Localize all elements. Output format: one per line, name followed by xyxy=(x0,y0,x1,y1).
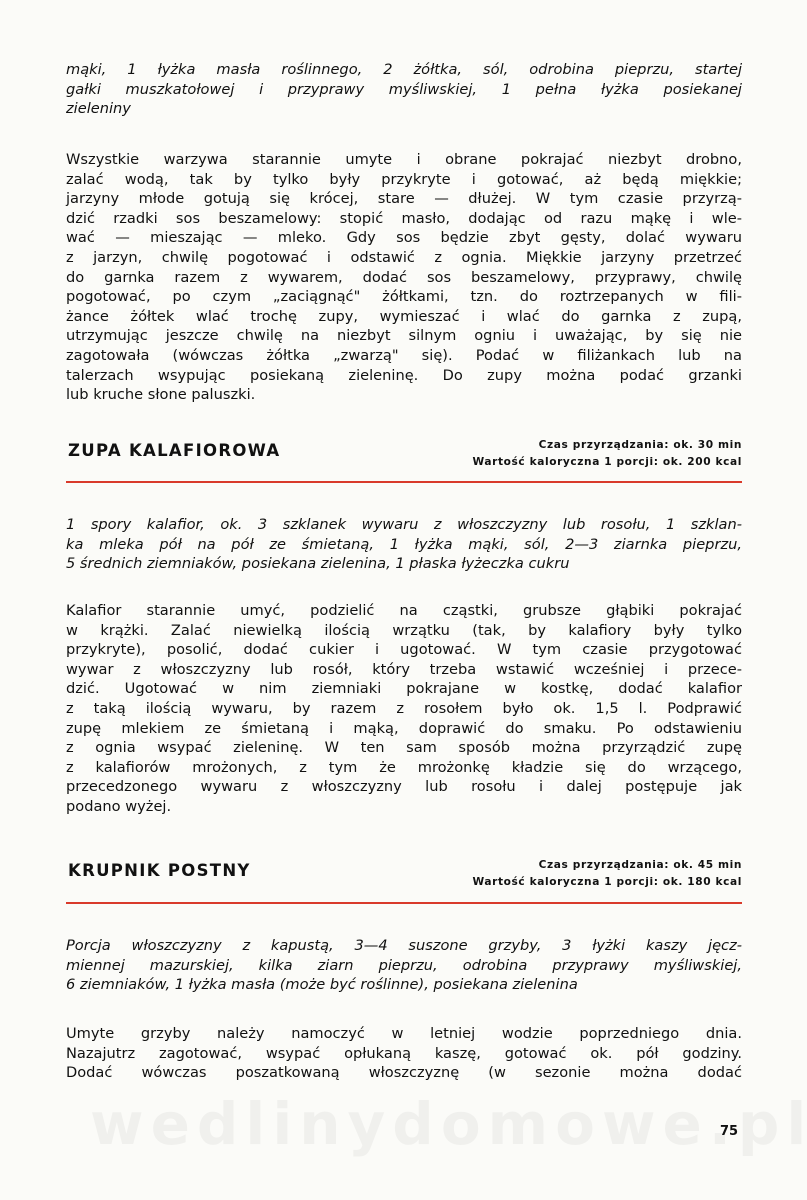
calories: Wartość kaloryczna 1 porcji: ok. 180 kcal xyxy=(472,876,742,888)
text-line: zalać wodą, tak by tylko były przykryte i gotować, aż będą miękkie; xyxy=(66,170,742,188)
text-line: przykryte), posolić, dodać cukier i ugotować. W tym czasie przygotować xyxy=(66,641,742,659)
red-divider xyxy=(66,481,742,483)
text-line: mąki, 1 łyżka masła roślinnego, 2 żółtka, sól, odrobina pieprzu, startej xyxy=(66,61,742,78)
calories: Wartość kaloryczna 1 porcji: ok. 200 kcal xyxy=(472,456,742,468)
text-line: miennej mazurskiej, kilka ziarn pieprzu, odrobina przyprawy myśliwskiej, xyxy=(66,956,742,974)
text-line: Dodać wówczas poszatkowaną włoszczyznę (w sezonie można dodać xyxy=(66,1064,742,1082)
watermark xyxy=(90,1090,807,1158)
recipe-meta xyxy=(472,437,742,471)
text-line: lub kruche słone paluszki. xyxy=(66,386,256,404)
text-line: podano wyżej. xyxy=(66,797,172,815)
recipe-title: KRUPNIK POSTNY xyxy=(68,861,251,880)
text-line: zagotowała (wówczas żółtka „zwarzą" się). Podać w filiżankach lub na xyxy=(66,346,742,364)
text-line: wywar z włoszczyzny lub rosół, który trzeba wstawić wcześniej i przece- xyxy=(66,660,742,678)
text-line: zupę mlekiem ze śmietaną i mąką, doprawić do smaku. Po odstawieniu xyxy=(66,719,742,737)
text-line: Kalafior starannie umyć, podzielić na cząstki, grubsze głąbiki pokrajać xyxy=(66,602,742,619)
text-line: Umyte grzyby należy namoczyć w letniej wodzie poprzedniego dnia. xyxy=(66,1025,742,1042)
prep-time: Czas przyrządzania: ok. 45 min xyxy=(538,859,742,871)
recipe-header-zupa-kalafiorowa xyxy=(66,437,742,483)
text-line: z taką ilością wywaru, by razem z rosołem było ok. 1,5 l. Podprawić xyxy=(66,699,742,717)
text-line: do garnka razem z wywarem, dodać sos beszamelowy, przyprawy, chwilę xyxy=(66,268,742,286)
recipe-header-krupnik-postny xyxy=(66,857,742,903)
recipe-ingredients xyxy=(66,936,742,995)
text-line: przecedzonego wywaru z włoszczyzny lub rosołu i dalej postępuje jak xyxy=(66,778,742,796)
page-number: 75 xyxy=(720,1124,739,1139)
text-line: 1 spory kalafior, ok. 3 szklanek wywaru z włoszczyzny lub rosołu, 1 szklan- xyxy=(66,516,742,533)
recipe-method xyxy=(66,601,742,817)
text-line: dzić rzadki sos beszamelowy: stopić masło, dodając od razu mąkę i wle- xyxy=(66,209,742,227)
text-line: utrzymując jeszcze chwilę na niezbyt silnym ogniu i uważając, by się nie xyxy=(66,327,742,345)
text-line: Nazajutrz zagotować, wsypać opłukaną kaszę, gotować ok. pół godziny. xyxy=(66,1044,742,1062)
text-line: żance żółtek wlać trochę zupy, wymieszać i wlać do garnka z zupą, xyxy=(66,307,742,325)
red-divider xyxy=(66,902,742,904)
text-line: 6 ziemniaków, 1 łyżka masła (może być roślinne), posiekana zielenina xyxy=(66,976,578,994)
text-line: 5 średnich ziemniaków, posiekana zielenina, 1 płaska łyżeczka cukru xyxy=(66,555,570,573)
text-line: ka mleka pół na pół ze śmietaną, 1 łyżka mąki, sól, 2—3 ziarnka pieprzu, xyxy=(66,535,742,553)
prep-time: Czas przyrządzania: ok. 30 min xyxy=(538,439,742,451)
text-line: jarzyny młode gotują się krócej, stare — dłużej. W tym czasie przyrzą- xyxy=(66,190,742,208)
text-line: zieleniny xyxy=(66,100,131,118)
recipe-ingredients xyxy=(66,515,742,574)
text-line: z kalafiorów mrożonych, z tym że mrożonkę kładzie się do wrzącego, xyxy=(66,758,742,776)
text-line: Porcja włoszczyzny z kapustą, 3—4 suszone grzyby, 3 łyżki kaszy jęcz- xyxy=(66,937,742,954)
text-line: pogotować, po czym „zaciągnąć" żółtkami, tzn. do roztrzepanych w fili- xyxy=(66,288,742,306)
text-line: gałki muszkatołowej i przyprawy myśliwskiej, 1 pełna łyżka posiekanej xyxy=(66,80,742,98)
intro-ingredients xyxy=(66,60,742,119)
text-line: z ognia wsypać zieleninę. W ten sam sposób można przyrządzić zupę xyxy=(66,739,742,757)
text-line: dzić. Ugotować w nim ziemniaki pokrajane w kostkę, dodać kalafior xyxy=(66,680,742,698)
recipe-method xyxy=(66,1024,742,1083)
text-line: wać — mieszając — mleko. Gdy sos będzie zbyt gęsty, dolać wywaru xyxy=(66,229,742,247)
text-line: z jarzyn, chwilę pogotować i odstawić z ognia. Miękkie jarzyny przetrzeć xyxy=(66,248,742,266)
text-line: talerzach wsypując posiekaną zieleninę. Do zupy można podać grzanki xyxy=(66,366,742,384)
text-line: w krążki. Zalać niewielką ilością wrzątku (tak, by kalafiory były tylko xyxy=(66,621,742,639)
intro-method xyxy=(66,150,742,405)
recipe-meta xyxy=(472,857,742,891)
recipe-title: ZUPA KALAFIOROWA xyxy=(68,441,281,460)
text-line: Wszystkie warzywa starannie umyte i obrane pokrajać niezbyt drobno, xyxy=(66,151,742,168)
